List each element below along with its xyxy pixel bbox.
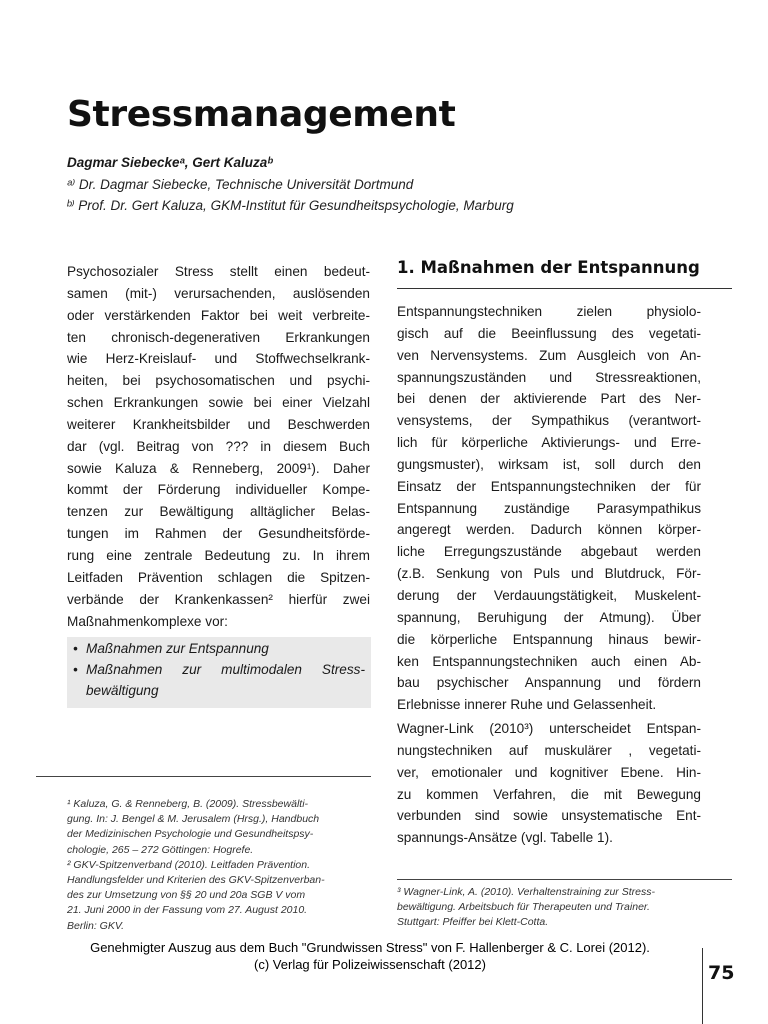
text-line: ten chronisch-degenerativen Erkrankungen xyxy=(67,329,370,345)
paragraph-relaxation xyxy=(397,301,701,716)
text-line: spannungszuständen und Stressreaktionen, xyxy=(397,369,701,385)
text-line: kommt der Förderung individueller Kompe- xyxy=(67,482,370,498)
footnote-line: ¹ Kaluza, G. & Renneberg, B. (2009). Stressbewälti- xyxy=(67,798,309,810)
text-line: wie Herz-Kreislauf- und Stoffwechselkrank- xyxy=(67,351,370,367)
text-line: spannungs-Ansätze (vgl. Tabelle 1). xyxy=(397,830,613,846)
notice-line: (c) Verlag für Polizeiwissenschaft (2012) xyxy=(254,957,486,972)
text-line: tenzen zur Bewältigung alltäglicher Belas- xyxy=(67,504,370,520)
footnote-line: Berlin: GKV. xyxy=(67,919,124,932)
text-line: (z.B. Senkung von Puls und Blutdruck, För- xyxy=(397,566,701,582)
text-line: Psychosozialer Stress stellt einen bedeut- xyxy=(67,264,370,279)
text-line: vensystems, der Sympathikus (verantwort- xyxy=(397,413,701,429)
text-line: Leitfaden Prävention schlagen die Spitzen- xyxy=(67,569,370,585)
bullet-dot-icon: • xyxy=(73,641,78,656)
footnote-line: chologie, 265 – 272 Göttingen: Hogrefe. xyxy=(67,843,254,856)
authors: Dagmar Siebeckeᵃ, Gert Kaluzaᵇ xyxy=(67,155,273,170)
bullet-item: • Maßnahmen zur multimodalen Stress- xyxy=(73,662,365,677)
text-line: heiten, bei psychosomatischen und psychi- xyxy=(67,373,370,389)
text-line: schen Erkrankungen sowie bei einer Vielzahl xyxy=(67,395,370,411)
text-line: tungen im Rahmen der Gesundheitsförde- xyxy=(67,526,370,542)
footnotes-left xyxy=(67,797,325,934)
bullet-item-continuation: bewältigung xyxy=(86,683,159,698)
text-line: spannung, Beruhigung der Atmung). Über xyxy=(397,609,701,625)
footnote-line: gung. In: J. Bengel & M. Jerusalem (Hrsg.), Handbuch xyxy=(67,813,320,826)
text-line: nungstechniken auf muskulärer , vegetati- xyxy=(397,742,701,758)
heading-divider xyxy=(397,288,732,289)
bullet-item: • Maßnahmen zur Entspannung xyxy=(73,641,269,656)
text-line: liche Erregungszustände abgebaut werden xyxy=(397,544,701,560)
text-line: verbunden sind sowie unsystematische Ent- xyxy=(397,808,701,824)
text-line: rung eine zentrale Bedeutung zu. In ihrem xyxy=(67,547,370,563)
footnote-line: Stuttgart: Pfeiffer bei Klett-Cotta. xyxy=(397,916,549,929)
text-line: lich für körperliche Aktivierungs- und Erre- xyxy=(397,435,701,451)
text-line: derung der Verdauungstätigkeit, Muskelent- xyxy=(397,587,701,603)
text-line: gungsmuster), wirksam ist, soll durch den xyxy=(397,456,701,472)
footnote-line: Handlungsfelder und Kriterien des GKV-Spitzenverban- xyxy=(67,873,325,886)
page-title: Stressmanagement xyxy=(67,94,456,135)
text-line: angeregt werden. Dadurch können körper- xyxy=(397,522,701,538)
affiliation-b: ᵇ⁾ Prof. Dr. Gert Kaluza, GKM-Institut für Gesundheitspsychologie, Marburg xyxy=(67,198,514,213)
paragraph-wagner-link xyxy=(397,718,701,849)
text-line: ver, emotionaler und kognitiver Ebene. Hin- xyxy=(397,764,701,780)
text-line: Wagner-Link (2010³) unterscheidet Entspan- xyxy=(397,721,701,736)
intro-paragraph xyxy=(67,261,370,632)
footnote-divider xyxy=(36,776,371,777)
text-line: oder verstärkenden Faktor bei weit verbreite- xyxy=(67,307,370,323)
footnote-line: des zur Umsetzung von §§ 20 und 20a SGB V vom xyxy=(67,889,306,902)
copyright-notice xyxy=(0,939,740,973)
text-line: Erlebnisse innerer Ruhe und Gelassenheit. xyxy=(397,697,657,713)
text-line: samen (mit-) verursachenden, auslösenden xyxy=(67,285,370,301)
text-line: zu kommen Verfahren, die mit Bewegung xyxy=(397,786,701,802)
text-line: bau psychischer Anspannung und fördern xyxy=(397,675,701,691)
footnote-line: der Medizinischen Psychologie und Gesundheitspsy- xyxy=(67,828,314,841)
text-line: ken Entspannungstechniken auch einen Ab- xyxy=(397,653,701,669)
page-number-divider xyxy=(702,948,703,1024)
footnote-line: 21. Juni 2000 in der Fassung vom 27. August 2010. xyxy=(67,904,308,917)
section-heading: 1. Maßnahmen der Entspannung xyxy=(397,258,700,277)
text-line: gisch auf die Beeinflussung des vegetati- xyxy=(397,325,701,341)
footnote-line: bewältigung. Arbeitsbuch für Therapeuten und Trainer. xyxy=(397,901,650,914)
text-line: bei denen der aktivierende Part des Ner- xyxy=(397,391,701,407)
text-line: sowie Kaluza & Renneberg, 2009¹). Daher xyxy=(67,460,370,476)
footnotes-right xyxy=(397,885,655,931)
text-line: Einsatz der Entspannungstechniken der für xyxy=(397,478,701,494)
affiliation-a: ᵃ⁾ Dr. Dagmar Siebecke, Technische Universität Dortmund xyxy=(67,177,414,192)
text-line: weiterer Krankheitsbilder und Beschwerden xyxy=(67,416,370,432)
page-number: 75 xyxy=(708,962,735,984)
footnote-line: ² GKV-Spitzenverband (2010). Leitfaden Prävention. xyxy=(67,858,311,871)
bullet-dot-icon: • xyxy=(73,662,78,677)
text-line: verbände der Krankenkassen² hierfür zwei xyxy=(67,591,370,607)
text-line: Entspannungstechniken zielen physiolo- xyxy=(397,304,701,319)
footnote-divider xyxy=(397,879,732,880)
text-line: Maßnahmenkomplexe vor: xyxy=(67,613,228,629)
text-line: dar (vgl. Beitrag von ??? in diesem Buch xyxy=(67,438,370,454)
notice-line: Genehmigter Auszug aus dem Buch "Grundwissen Stress" von F. Hallenberger & C. Lorei (2012). xyxy=(90,940,650,955)
text-line: die körperliche Entspannung hinaus bewir- xyxy=(397,631,701,647)
text-line: ven Nervensystems. Zum Ausgleich von An- xyxy=(397,347,701,363)
text-line: Entspannung zuständige Parasympathikus xyxy=(397,500,701,516)
footnote-line: ³ Wagner-Link, A. (2010). Verhaltenstraining zur Stress- xyxy=(397,886,655,898)
